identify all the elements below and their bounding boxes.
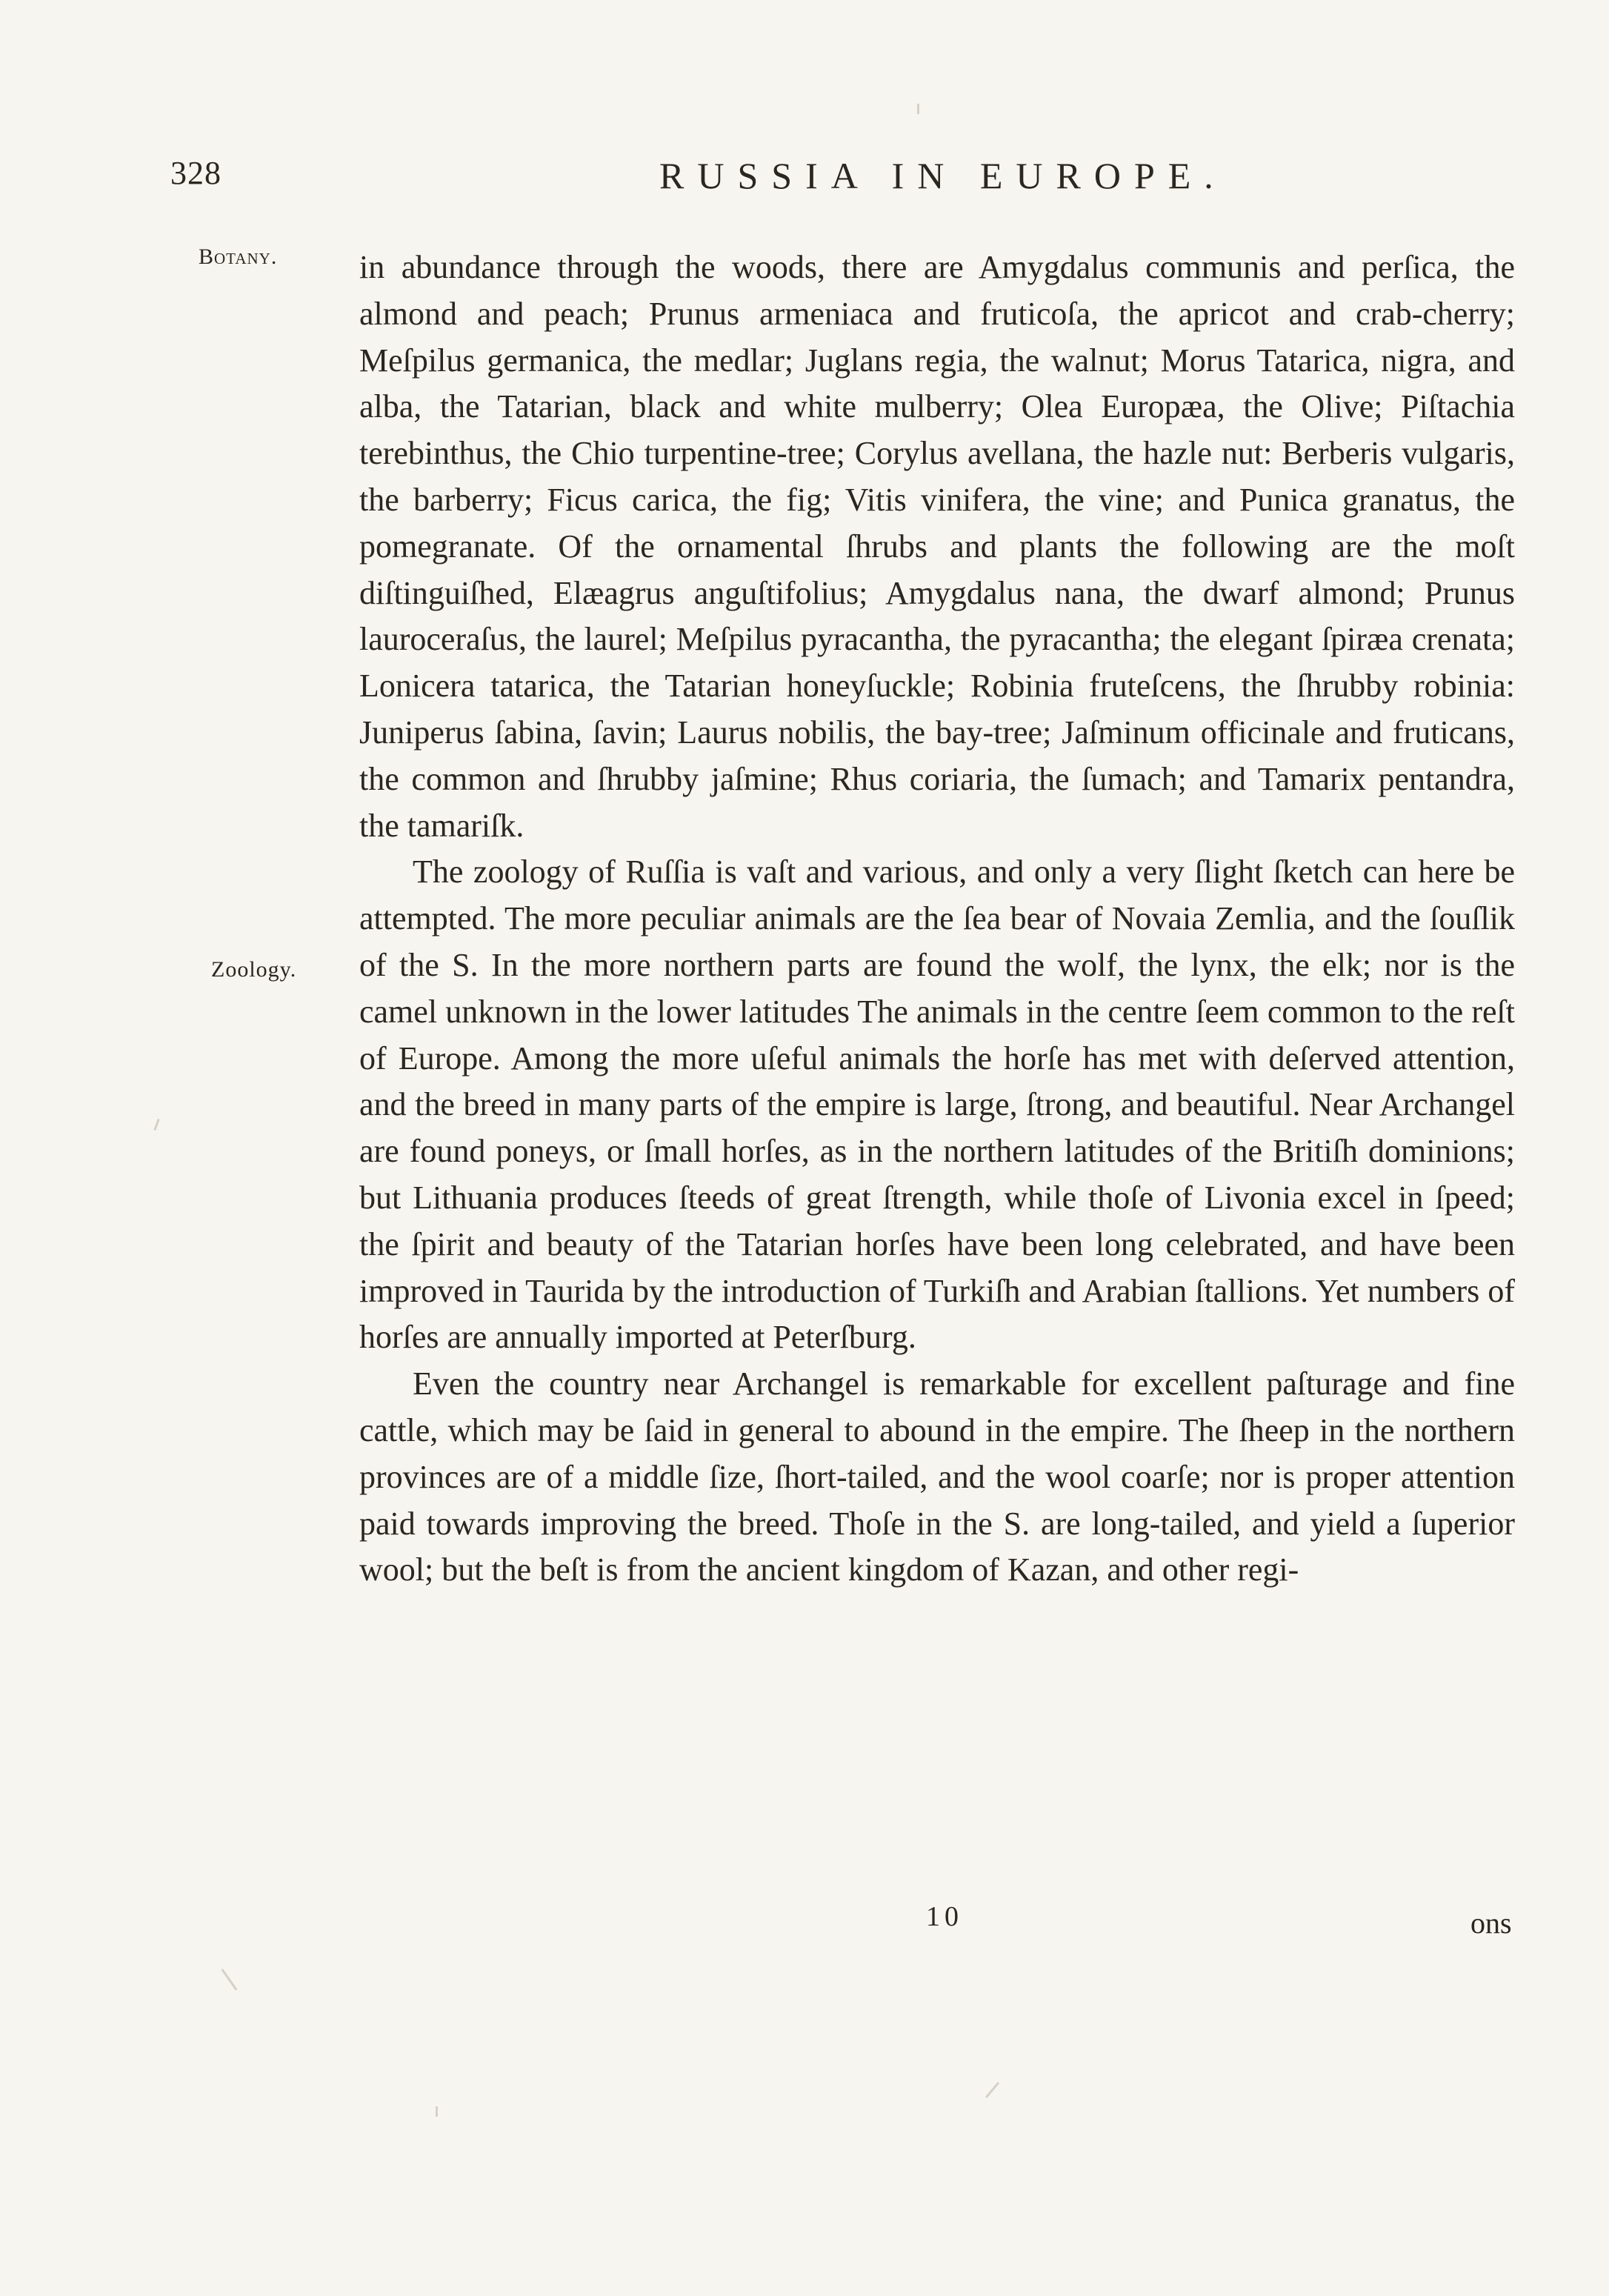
margin-note-botany: Botany.: [199, 244, 278, 269]
running-head: [170, 154, 1533, 206]
paper-blemish: [153, 1119, 159, 1131]
paper-blemish: [985, 2082, 999, 2098]
cattle-paragraph: Even the country near Archangel is remarkable for excellent paſturage and fine cattle, which may be ſaid in general to abound in the empire. The ſheep in the northern provinces are of a middle ſize, ſhort-tailed, and the wool coarſe; nor is proper attention paid towards improving the breed. Thoſe in the S. are long-tailed, and yield a ſuperior wool; but the beſt is from the ancient kingdom of Kazan, and other regi-: [359, 1365, 1515, 1588]
page-number: 328: [170, 155, 221, 191]
page-title: RUSSIA IN EUROPE.: [659, 155, 1227, 196]
margin-note-zoology: Zoology.: [211, 957, 297, 982]
botany-paragraph: in abundance through the woods, there are Amygdalus communis and perſica, the almond and peach; Prunus armeniaca and fruticoſa, the apricot and crab-cherry; Meſpilus germanica, the medlar; Juglans regia, the walnut; Morus Tatarica, nigra, and alba, the Tatarian, black and white mulberry; Olea Europæa, the Olive; Piſtachia terebinthus, the Chio turpentine-tree; Corylus avellana, the hazle nut: Berberis vulgaris, the barberry; Ficus carica, the fig; Vitis vinifera, the vine; and Punica granatus, the pomegranate. Of the ornamental ſhrubs and plants the following are the moſt diſtinguiſhed, Elæagrus anguſtifolius; Amygdalus nana, the dwarf almond; Prunus lauroceraſus, the laurel; Meſpilus pyracantha, the pyracantha; the elegant ſpiræa crenata; Lonicera tatarica, the Tatarian honeyſuckle; Robinia fruteſcens, the ſhrubby robinia: Juniperus ſabina, ſavin; Laurus nobilis, the bay-tree; Jaſminum officinale and fruticans, the common and ſhrubby jaſmine; Rhus coriaria, the ſumach; and Tamarix pentandra, the tamariſk.: [359, 249, 1515, 844]
paper-blemish: [436, 2106, 438, 2117]
body-text: [359, 244, 1515, 1594]
catchword: ons: [1470, 1906, 1512, 1940]
paper-blemish: [917, 104, 919, 114]
paper-blemish: [221, 1969, 238, 1991]
signature-mark: 10: [926, 1901, 963, 1932]
zoology-paragraph: The zoology of Ruſſia is vaſt and various, and only a very ſlight ſketch can here be attempted. The more peculiar animals are the ſea bear of Novaia Zemlia, and the ſouſlik of the S. In the more northern parts are found the wolf, the lynx, the elk; nor is the camel unknown in the lower latitudes The animals in the centre ſeem common to the reſt of Europe. Among the more uſeful animals the horſe has met with deſerved attention, and the breed in many parts of the empire is large, ſtrong, and beautiful. Near Archangel are found poneys, or ſmall horſes, as in the northern latitudes of the Britiſh dominions; but Lithuania produces ſteeds of great ſtrength, while thoſe of Livonia excel in ſpeed; the ſpirit and beauty of the Tatarian horſes have been long celebrated, and have been improved in Taurida by the introduction of Turkiſh and Arabian ſtallions. Yet numbers of horſes are annually imported at Peterſburg.: [359, 853, 1515, 1356]
